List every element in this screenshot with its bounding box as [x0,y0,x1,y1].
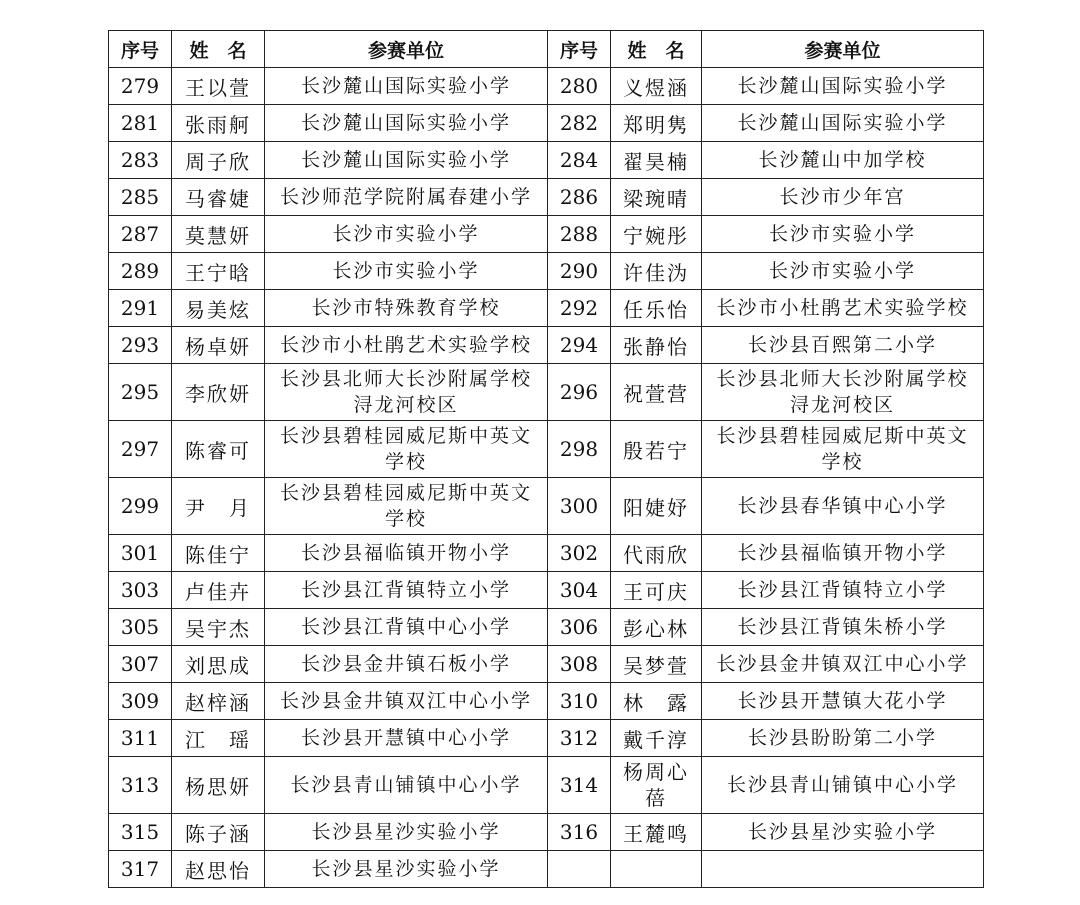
org-line: 长沙县碧桂园威尼斯中英文 [716,425,969,447]
seq-cell: 296 [548,364,611,421]
org-cell: 长沙市实验小学 [702,253,984,290]
table-row [109,609,984,646]
seq-cell: 293 [109,327,172,364]
seq-cell: 285 [109,179,172,216]
name-cell: 周子欣 [172,142,265,179]
org-cell: 长沙麓山国际实验小学 [265,142,548,179]
name-cell: 梁琬晴 [611,179,702,216]
table-row [109,572,984,609]
name-cell: 吴梦萱 [611,646,702,683]
name-cell: 李欣妍 [172,364,265,421]
name-line: 蓓 [645,786,667,810]
org-cell: 长沙市实验小学 [265,253,548,290]
org-cell: 长沙县青山铺镇中心小学 [702,757,984,814]
name-cell: 阳婕妤 [611,478,702,535]
name-cell: 陈子涵 [172,814,265,851]
org-line: 长沙县碧桂园威尼斯中英文 [279,482,532,504]
seq-cell: 288 [548,216,611,253]
seq-cell: 301 [109,535,172,572]
empty-cell [611,851,702,888]
org-cell: 长沙县金井镇双江中心小学 [702,646,984,683]
seq-cell: 306 [548,609,611,646]
name-cell: 郑明隽 [611,105,702,142]
org-line: 浔龙河校区 [789,394,895,416]
name-cell [611,757,702,814]
table-row [109,68,984,105]
seq-cell: 309 [109,683,172,720]
name-cell: 刘思成 [172,646,265,683]
name-cell: 杨思妍 [172,757,265,814]
org-cell: 长沙县春华镇中心小学 [702,478,984,535]
name-cell: 江 瑶 [172,720,265,757]
name-cell: 易美炫 [172,290,265,327]
seq-cell: 291 [109,290,172,327]
table-row [109,757,984,814]
org-line: 学校 [384,508,427,530]
name-cell: 卢佳卉 [172,572,265,609]
name-cell: 赵梓涵 [172,683,265,720]
org-cell: 长沙县福临镇开物小学 [265,535,548,572]
empty-cell [702,851,984,888]
header-org: 参赛单位 [265,31,548,68]
seq-cell: 304 [548,572,611,609]
seq-cell: 281 [109,105,172,142]
header-name: 姓 名 [611,31,702,68]
org-cell: 长沙县福临镇开物小学 [702,535,984,572]
seq-cell: 287 [109,216,172,253]
seq-cell: 297 [109,421,172,478]
org-cell: 长沙县星沙实验小学 [265,814,548,851]
org-cell: 长沙县开慧镇大花小学 [702,683,984,720]
table-row [109,720,984,757]
seq-cell: 302 [548,535,611,572]
name-cell: 任乐怡 [611,290,702,327]
name-cell: 吴宇杰 [172,609,265,646]
seq-cell: 282 [548,105,611,142]
seq-cell: 316 [548,814,611,851]
org-cell: 长沙麓山国际实验小学 [702,105,984,142]
org-line: 浔龙河校区 [353,394,459,416]
org-cell: 长沙麓山国际实验小学 [265,68,548,105]
org-cell: 长沙县金井镇石板小学 [265,646,548,683]
seq-cell: 314 [548,757,611,814]
seq-cell: 317 [109,851,172,888]
org-cell: 长沙市小杜鹃艺术实验学校 [265,327,548,364]
seq-cell: 313 [109,757,172,814]
empty-cell [548,851,611,888]
seq-cell: 298 [548,421,611,478]
name-cell: 宁婉彤 [611,216,702,253]
name-cell: 许佳沩 [611,253,702,290]
header-org: 参赛单位 [702,31,984,68]
org-cell [265,421,548,478]
seq-cell: 280 [548,68,611,105]
seq-cell: 311 [109,720,172,757]
seq-cell: 305 [109,609,172,646]
org-cell: 长沙县江背镇特立小学 [702,572,984,609]
table-row [109,646,984,683]
org-cell: 长沙麓山国际实验小学 [702,68,984,105]
seq-cell: 315 [109,814,172,851]
org-cell [265,364,548,421]
org-cell: 长沙县金井镇双江中心小学 [265,683,548,720]
table-row [109,105,984,142]
name-cell: 王宁晗 [172,253,265,290]
table-row [109,478,984,535]
org-cell: 长沙县江背镇中心小学 [265,609,548,646]
org-cell: 长沙县开慧镇中心小学 [265,720,548,757]
name-cell: 王可庆 [611,572,702,609]
name-cell: 义煜涵 [611,68,702,105]
org-cell: 长沙市实验小学 [265,216,548,253]
table-row [109,421,984,478]
seq-cell: 294 [548,327,611,364]
table-row [109,364,984,421]
seq-cell: 312 [548,720,611,757]
table-row [109,814,984,851]
org-cell: 长沙市实验小学 [702,216,984,253]
seq-cell: 303 [109,572,172,609]
org-cell: 长沙县江背镇特立小学 [265,572,548,609]
name-cell: 张静怡 [611,327,702,364]
header-seq: 序号 [109,31,172,68]
name-cell: 张雨舸 [172,105,265,142]
org-cell: 长沙师范学院附属春建小学 [265,179,548,216]
name-cell: 翟昊楠 [611,142,702,179]
name-cell: 殷若宁 [611,421,702,478]
name-cell: 马睿婕 [172,179,265,216]
seq-cell: 295 [109,364,172,421]
seq-cell: 284 [548,142,611,179]
org-cell: 长沙县青山铺镇中心小学 [265,757,548,814]
table-row [109,142,984,179]
seq-cell: 307 [109,646,172,683]
name-cell: 祝萱营 [611,364,702,421]
seq-cell: 299 [109,478,172,535]
seq-cell: 289 [109,253,172,290]
seq-cell: 308 [548,646,611,683]
name-cell: 陈佳宁 [172,535,265,572]
table-row [109,179,984,216]
name-cell: 莫慧妍 [172,216,265,253]
seq-cell: 286 [548,179,611,216]
name-cell: 戴千淳 [611,720,702,757]
org-cell [702,364,984,421]
seq-cell: 292 [548,290,611,327]
org-cell: 长沙市小杜鹃艺术实验学校 [702,290,984,327]
seq-cell: 300 [548,478,611,535]
seq-cell: 279 [109,68,172,105]
org-cell: 长沙麓山中加学校 [702,142,984,179]
org-cell: 长沙县盼盼第二小学 [702,720,984,757]
table-row [109,683,984,720]
org-line: 长沙县北师大长沙附属学校 [279,368,532,390]
table-row [109,216,984,253]
name-cell: 彭心林 [611,609,702,646]
org-cell: 长沙县百熙第二小学 [702,327,984,364]
table-row [109,290,984,327]
org-line: 长沙县北师大长沙附属学校 [716,368,969,390]
name-cell: 林 露 [611,683,702,720]
seq-cell: 283 [109,142,172,179]
name-cell: 王以萱 [172,68,265,105]
name-cell: 代雨欣 [611,535,702,572]
seq-cell: 310 [548,683,611,720]
seq-cell: 290 [548,253,611,290]
org-line: 长沙县碧桂园威尼斯中英文 [279,425,532,447]
name-cell: 赵思怡 [172,851,265,888]
org-cell [265,478,548,535]
table-row [109,851,984,888]
org-cell: 长沙县江背镇朱桥小学 [702,609,984,646]
org-cell: 长沙县星沙实验小学 [265,851,548,888]
org-line: 学校 [821,451,864,473]
name-cell: 杨卓妍 [172,327,265,364]
name-cell: 陈睿可 [172,421,265,478]
table-row [109,327,984,364]
table-row [109,535,984,572]
org-cell: 长沙市特殊教育学校 [265,290,548,327]
org-cell: 长沙麓山国际实验小学 [265,105,548,142]
org-cell [702,421,984,478]
participant-roster-table [108,30,984,888]
name-cell: 尹 月 [172,478,265,535]
name-line: 杨周心 [623,760,689,784]
org-line: 学校 [384,451,427,473]
table-header-row [109,31,984,68]
header-name: 姓 名 [172,31,265,68]
table-row [109,253,984,290]
header-seq: 序号 [548,31,611,68]
name-cell: 王麓鸣 [611,814,702,851]
org-cell: 长沙市少年宫 [702,179,984,216]
org-cell: 长沙县星沙实验小学 [702,814,984,851]
